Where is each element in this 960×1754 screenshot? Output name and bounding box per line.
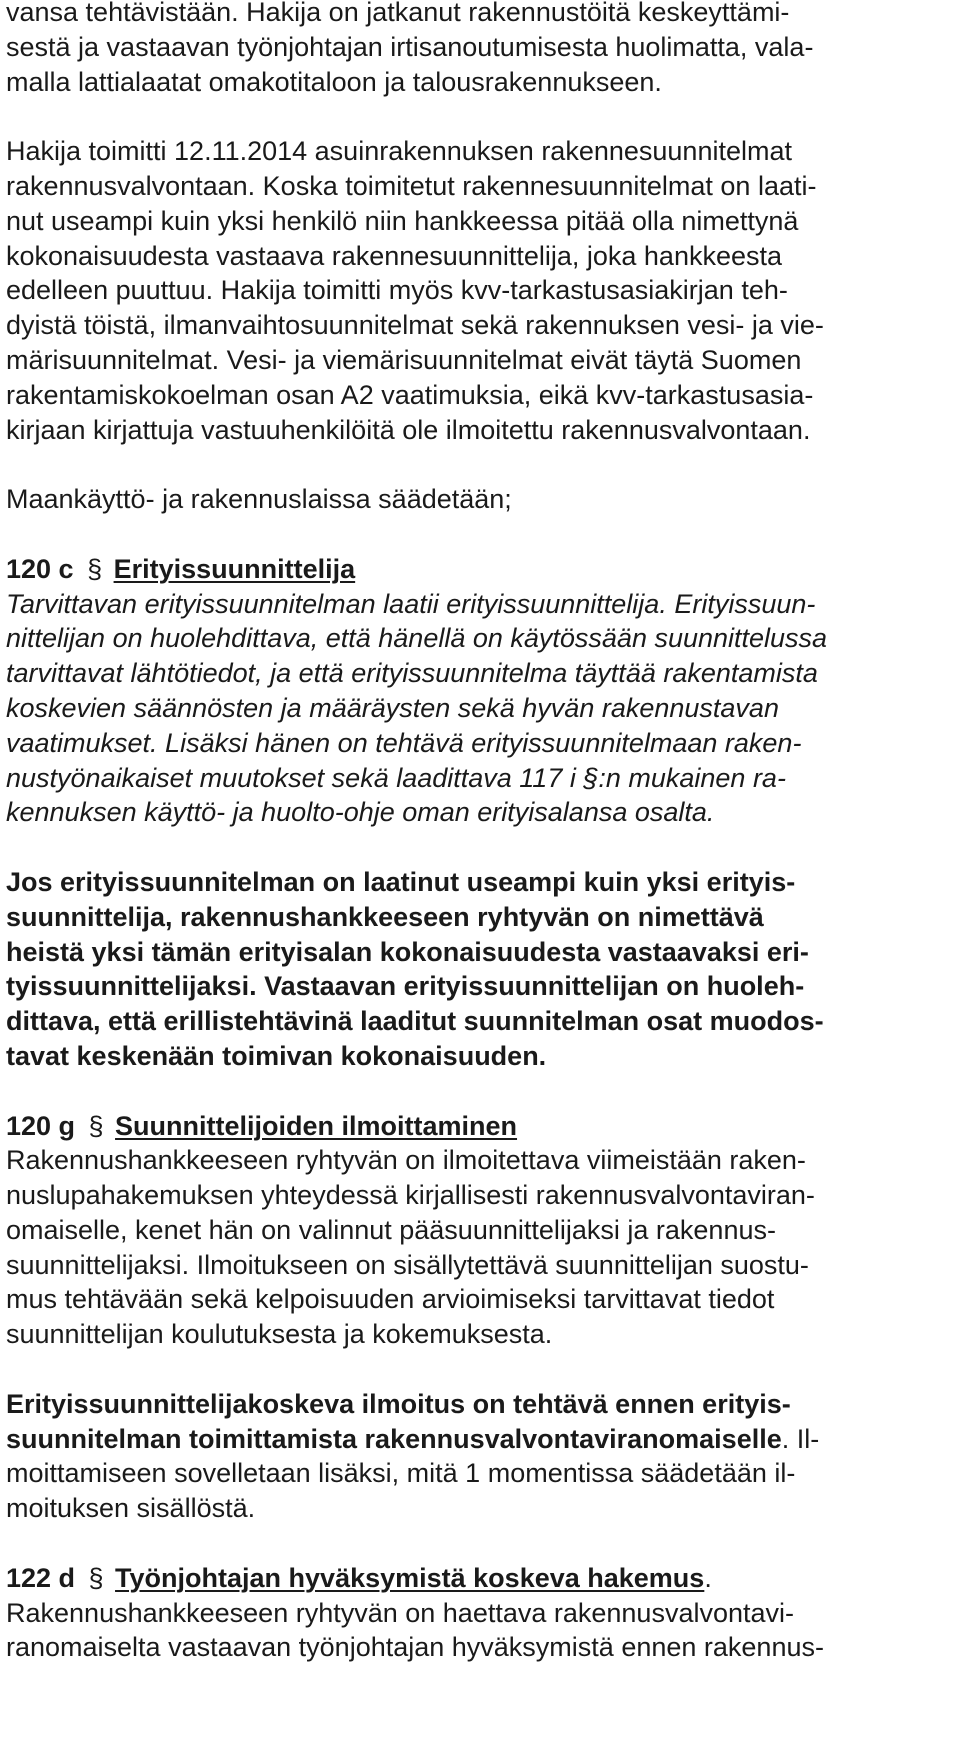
- text-line: märisuunnitelmat. Vesi- ja viemärisuunnitelmat eivät täytä Suomen: [6, 344, 802, 375]
- text-line: edelleen puuttuu. Hakija toimitti myös kvv-tarkastusasiakirjan teh-: [6, 275, 788, 306]
- text-bold-part: suunnitelman toimittamista rakennusvalvontaviranomaiselle: [6, 1423, 782, 1454]
- text-line: suunnittelijaksi. Ilmoitukseen on sisällytettävä suunnittelijan suostu-: [6, 1249, 809, 1280]
- bold-paragraph-1: [6, 865, 960, 1074]
- section-title: Suunnittelijoiden ilmoittaminen: [115, 1110, 518, 1141]
- section-number: 120 g: [6, 1110, 76, 1141]
- text-line: kokonaisuudesta vastaava rakennesuunnittelija, joka hankkeesta: [6, 240, 783, 271]
- text-line: moituksen sisällöstä.: [6, 1493, 256, 1524]
- paragraph-1: [6, 0, 960, 99]
- text-line: sestä ja vastaavan työnjohtajan irtisanoutumisesta huolimatta, vala-: [6, 31, 814, 62]
- text-line: dittava, että erillistehtävinä laaditut suunnitelman osat muodos-: [6, 1006, 824, 1037]
- section-120c: [6, 552, 960, 830]
- text-line: tarvittavat lähtötiedot, ja että erityissuunnitelma täyttää rakentamista: [6, 658, 818, 689]
- section-heading: [6, 1561, 960, 1596]
- section-120g: [6, 1109, 960, 1353]
- bold-paragraph-2: [6, 1387, 960, 1526]
- section-title-end: .: [704, 1562, 712, 1593]
- text-line: vansa tehtävistään. Hakija on jatkanut rakennustöitä keskeyttämi-: [6, 0, 790, 27]
- text-line: vaatimukset. Lisäksi hänen on tehtävä erityissuunnitelmaan raken-: [6, 727, 802, 758]
- text-line: koskevien säännösten ja määräysten sekä hyvän rakennustavan: [6, 692, 779, 723]
- intro-paragraph: [6, 482, 960, 517]
- section-title: Erityissuunnittelija: [113, 553, 356, 584]
- text-line: suunnittelija, rakennushankkeeseen ryhtyvän on nimettävä: [6, 901, 764, 932]
- text-line: mus tehtävään sekä kelpoisuuden arvioimiseksi tarvittavat tiedot: [6, 1284, 775, 1315]
- text-line: Hakija toimitti 12.11.2014 asuinrakennuksen rakennesuunnitelmat: [6, 136, 792, 167]
- section-heading: [6, 552, 960, 587]
- section-title: Työnjohtajan hyväksymistä koskeva hakemus: [115, 1562, 705, 1593]
- text-line: nut useampi kuin yksi henkilö niin hankkeessa pitää olla nimettynä: [6, 205, 799, 236]
- section-number: 122 d: [6, 1562, 76, 1593]
- text-line: omaiselle, kenet hän on valinnut pääsuunnittelijaksi ja rakennus-: [6, 1214, 776, 1245]
- section-mark-icon: §: [88, 1562, 104, 1593]
- paragraph-2: [6, 134, 960, 447]
- text-line: ranomaiselta vastaavan työnjohtajan hyväksymistä ennen rakennus-: [6, 1632, 824, 1663]
- text-line: Rakennushankkeeseen ryhtyvän on ilmoitettava viimeistään raken-: [6, 1145, 806, 1176]
- section-mark-icon: §: [87, 553, 103, 584]
- section-number: 120 c: [6, 553, 74, 584]
- text-line: nustyönaikaiset muutokset sekä laadittava 117 i §:n mukainen ra-: [6, 762, 786, 793]
- text-line: Rakennushankkeeseen ryhtyvän on haettava rakennusvalvontavi-: [6, 1597, 794, 1628]
- text-line: tyissuunnittelijaksi. Vastaavan erityissuunnittelijan on huoleh-: [6, 971, 805, 1002]
- text-line: dyistä töistä, ilmanvaihtosuunnitelmat sekä rakennuksen vesi- ja vie-: [6, 310, 824, 341]
- text-line: kirjaan kirjattuja vastuuhenkilöitä ole ilmoitettu rakennusvalvontaan.: [6, 414, 811, 445]
- text-line: nuslupahakemuksen yhteydessä kirjallisesti rakennusvalvontaviran-: [6, 1180, 815, 1211]
- text-line: malla lattialaatat omakotitaloon ja talousrakennukseen.: [6, 66, 662, 97]
- section-mark-icon: §: [88, 1110, 104, 1141]
- text-line: heistä yksi tämän erityisalan kokonaisuudesta vastaavaksi eri-: [6, 936, 809, 967]
- text-line: Erityissuunnittelijakoskeva ilmoitus on tehtävä ennen erityis-: [6, 1388, 791, 1419]
- text-normal-part: . Il-: [781, 1423, 820, 1454]
- text-line: Jos erityissuunnitelman on laatinut useampi kuin yksi erityis-: [6, 866, 796, 897]
- text-line: Tarvittavan erityissuunnitelman laatii erityissuunnittelija. Erityissuun-: [6, 588, 816, 619]
- section-122d: [6, 1561, 960, 1665]
- intro-line: Maankäyttö- ja rakennuslaissa säädetään;: [6, 484, 512, 515]
- text-line: nittelijan on huolehdittava, että hänellä on käytössään suunnittelussa: [6, 623, 828, 654]
- text-line: moittamiseen sovelletaan lisäksi, mitä 1 momentissa säädetään il-: [6, 1458, 796, 1489]
- text-line: tavat keskenään toimivan kokonaisuuden.: [6, 1040, 547, 1071]
- text-line: suunnittelijan koulutuksesta ja kokemuksesta.: [6, 1319, 553, 1350]
- text-line: [6, 1422, 960, 1457]
- text-line: kennuksen käyttö- ja huolto-ohje oman erityisalansa osalta.: [6, 797, 715, 828]
- section-heading: [6, 1109, 960, 1144]
- text-line: rakennusvalvontaan. Koska toimitetut rakennesuunnitelmat on laati-: [6, 170, 817, 201]
- text-line: rakentamiskokoelman osan A2 vaatimuksia, eikä kvv-tarkastusasia-: [6, 379, 814, 410]
